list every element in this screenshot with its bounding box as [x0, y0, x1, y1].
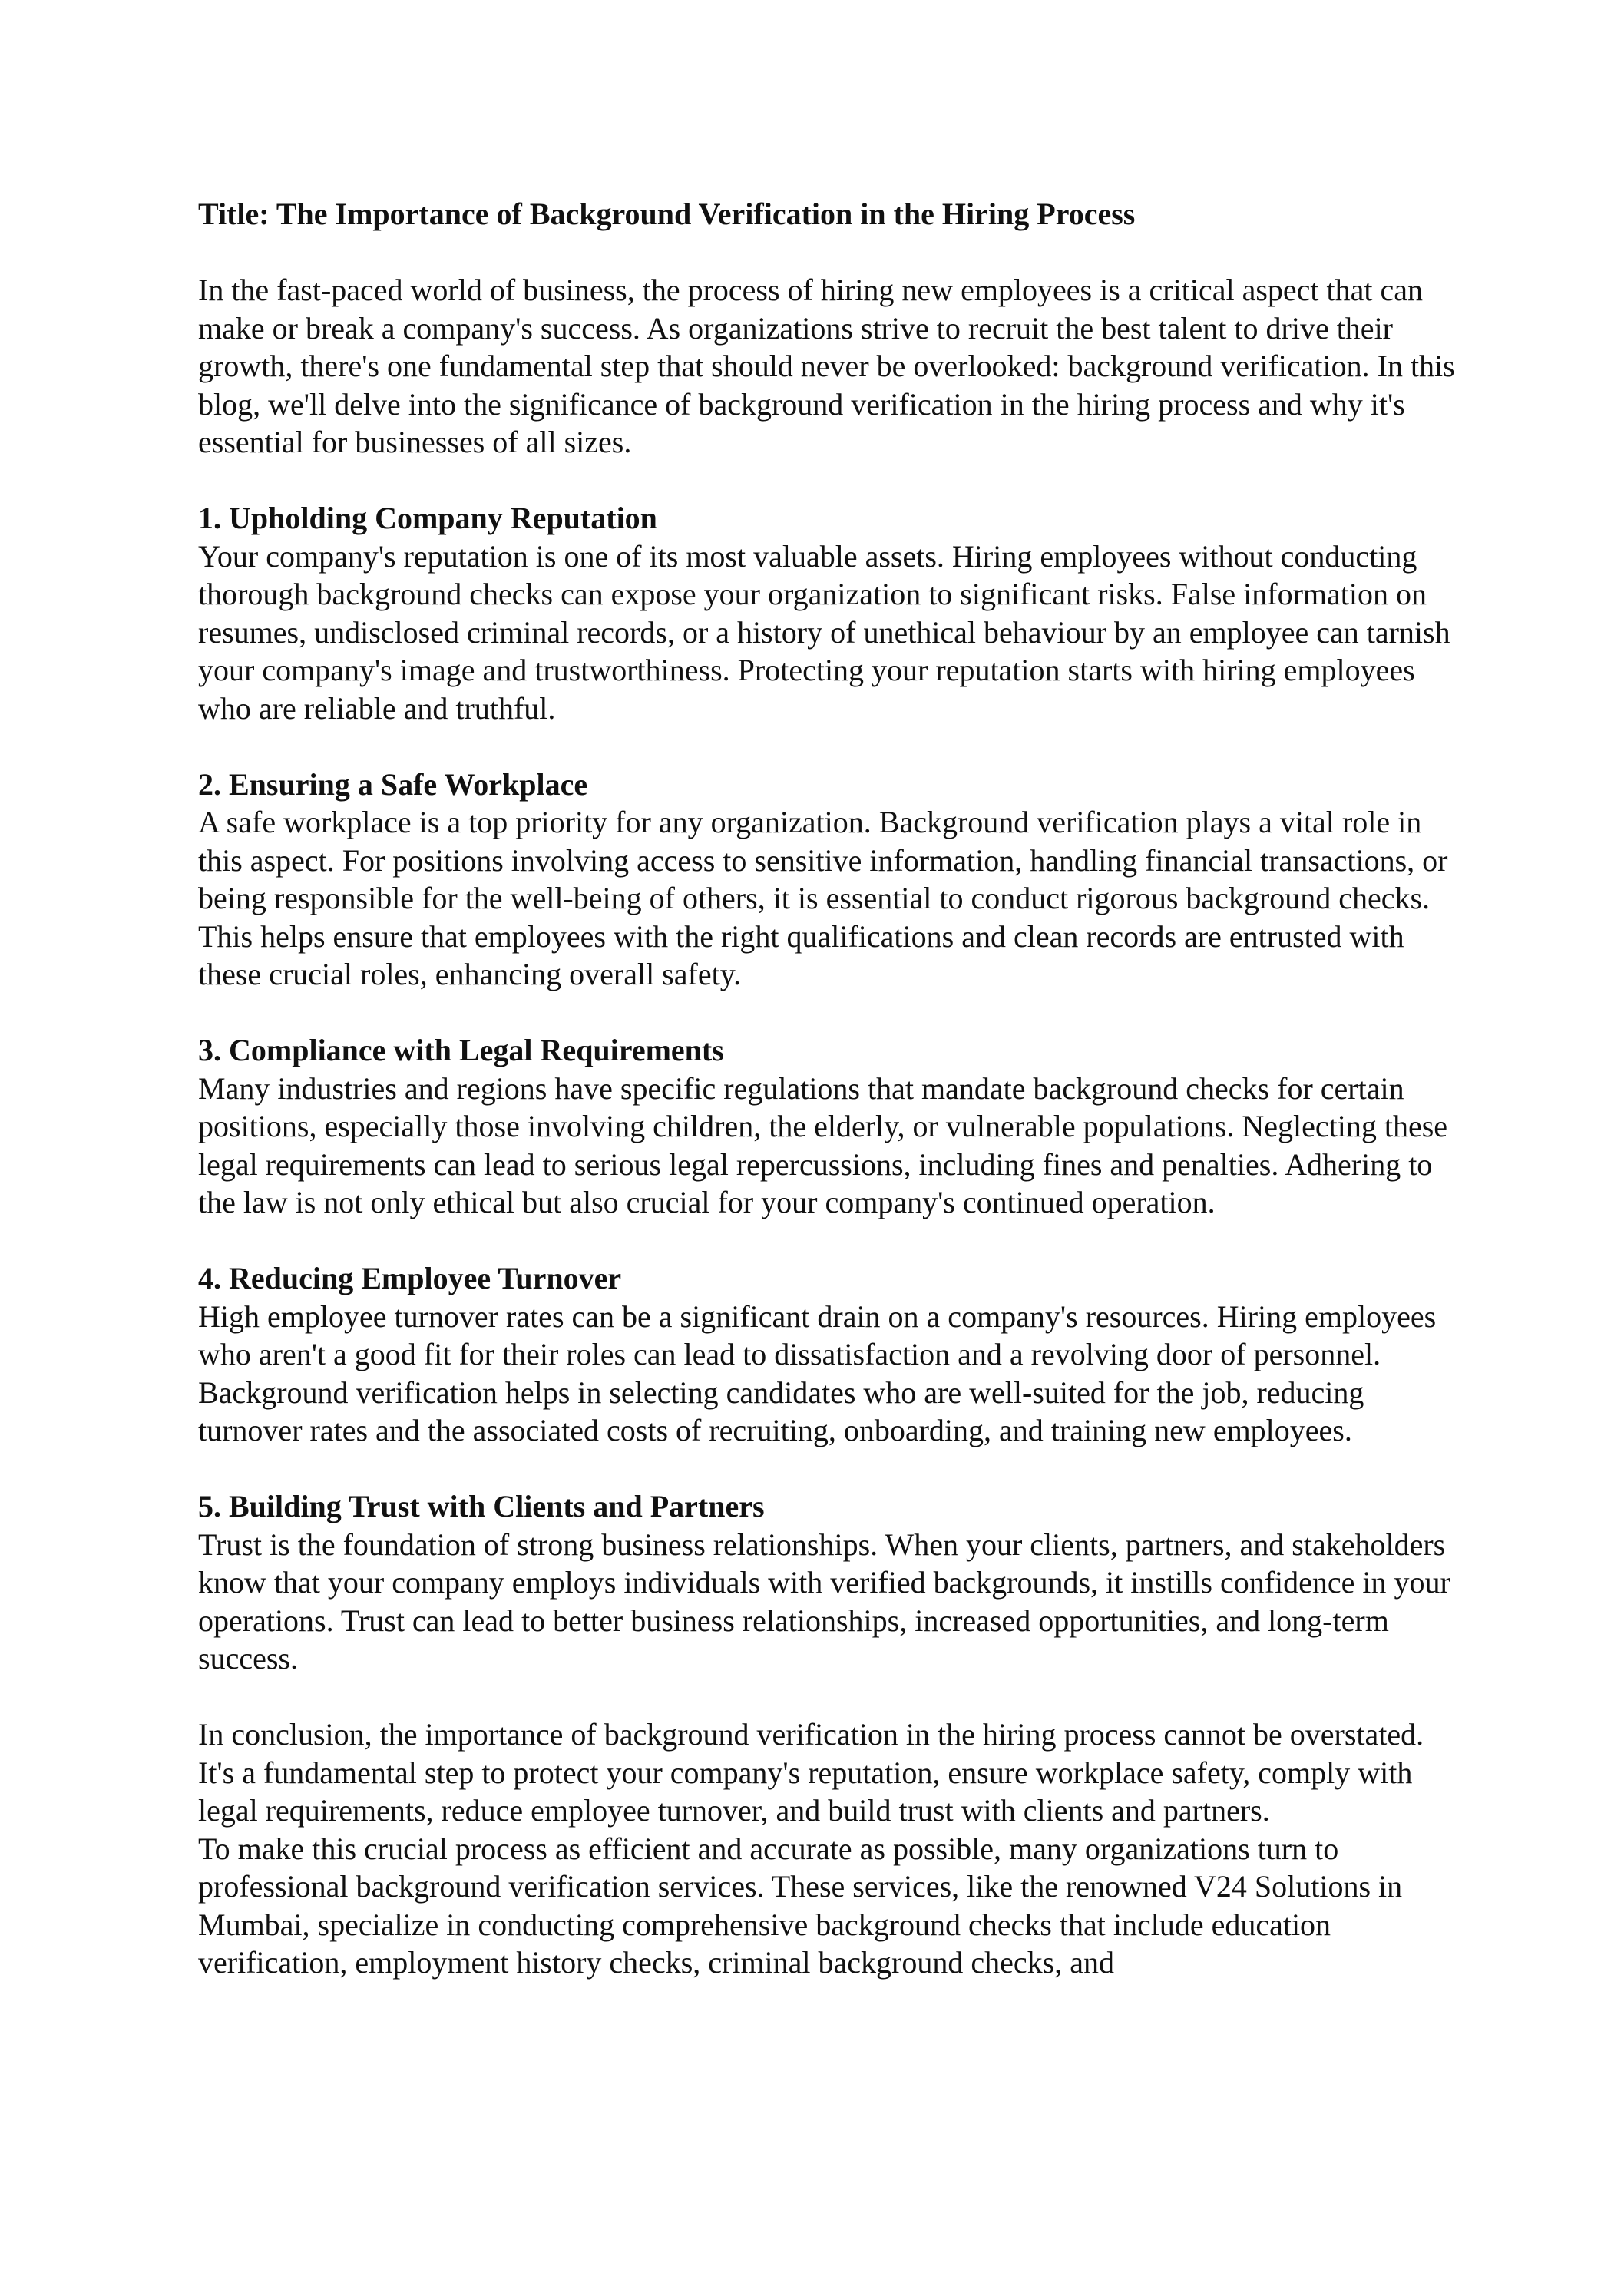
section-heading: 5. Building Trust with Clients and Partners [198, 1489, 765, 1523]
section-body: A safe workplace is a top priority for any organization. Background verification plays a vital role in this aspect. For positions involving access to sensitive information, handling financial transactions, or being responsible for the well-being of others, it is essential to conduct rigorous background checks. This helps ensure that employees with the right qualifications and clean records are entrusted with these crucial roles, enhancing overall safety. [198, 805, 1448, 991]
section-legal-compliance [198, 1031, 1457, 1222]
section-heading: 3. Compliance with Legal Requirements [198, 1033, 724, 1067]
section-heading: 1. Upholding Company Reputation [198, 501, 657, 535]
section-heading: 4. Reducing Employee Turnover [198, 1261, 622, 1295]
section-body: Many industries and regions have specific regulations that mandate background checks for certain positions, especially those involving children, the elderly, or vulnerable populations. Neglecting these legal requirements can lead to serious legal repercussions, including fines and penalties. Adhering to the law is not only ethical but also crucial for your company's continued operation. [198, 1070, 1448, 1219]
document-content [198, 195, 1457, 1982]
section-heading: 2. Ensuring a Safe Workplace [198, 766, 588, 802]
section-employee-turnover [198, 1259, 1457, 1450]
section-safe-workplace [198, 766, 1457, 994]
section-building-trust [198, 1487, 1457, 1678]
section-body: Your company's reputation is one of its most valuable assets. Hiring employees without conducting thorough background checks can expose your organization to significant risks. False information on resumes, undisclosed criminal records, or a history of unethical behaviour by an employee can tarnish your company's image and trustworthiness. Protecting your reputation starts with hiring employees who are reliable and truthful. [198, 538, 1450, 726]
services-paragraph: To make this crucial process as efficient and accurate as possible, many organizations turn to professional background verification services. These services, like the renowned V24 Solutions in Mumbai, specialize in conducting comprehensive background checks that include education verification, employment history checks, criminal background checks, and [198, 1831, 1403, 1980]
document-title: Title: The Importance of Background Verification in the Hiring Process [198, 197, 1136, 231]
intro-paragraph: In the fast-paced world of business, the process of hiring new employees is a critical aspect that can make or break a company's success. As organizations strive to recruit the best talent to drive their growth, there's one fundamental step that should never be overlooked: background verification. In this blog, we'll delve into the significance of background verification in the hiring process and why it's essential for businesses of all sizes. [198, 273, 1455, 459]
section-reputation [198, 499, 1457, 727]
conclusion-paragraph: In conclusion, the importance of background verification in the hiring process cannot be overstated. It's a fundamental step to protect your company's reputation, ensure workplace safety, comply with legal requirements, reduce employee turnover, and build trust with clients and partners. [198, 1717, 1424, 1828]
section-body: Trust is the foundation of strong business relationships. When your clients, partners, and stakeholders know that your company employs individuals with verified backgrounds, it instills confidence in your operations. Trust can lead to better business relationships, increased opportunities, and long-term success. [198, 1527, 1450, 1676]
section-body: High employee turnover rates can be a significant drain on a company's resources. Hiring employees who aren't a good fit for their roles can lead to dissatisfaction and a revolving door of personnel. Background verification helps in selecting candidates who are well-suited for the job, reducing turnover rates and the associated costs of recruiting, onboarding, and training new employees. [198, 1299, 1437, 1447]
